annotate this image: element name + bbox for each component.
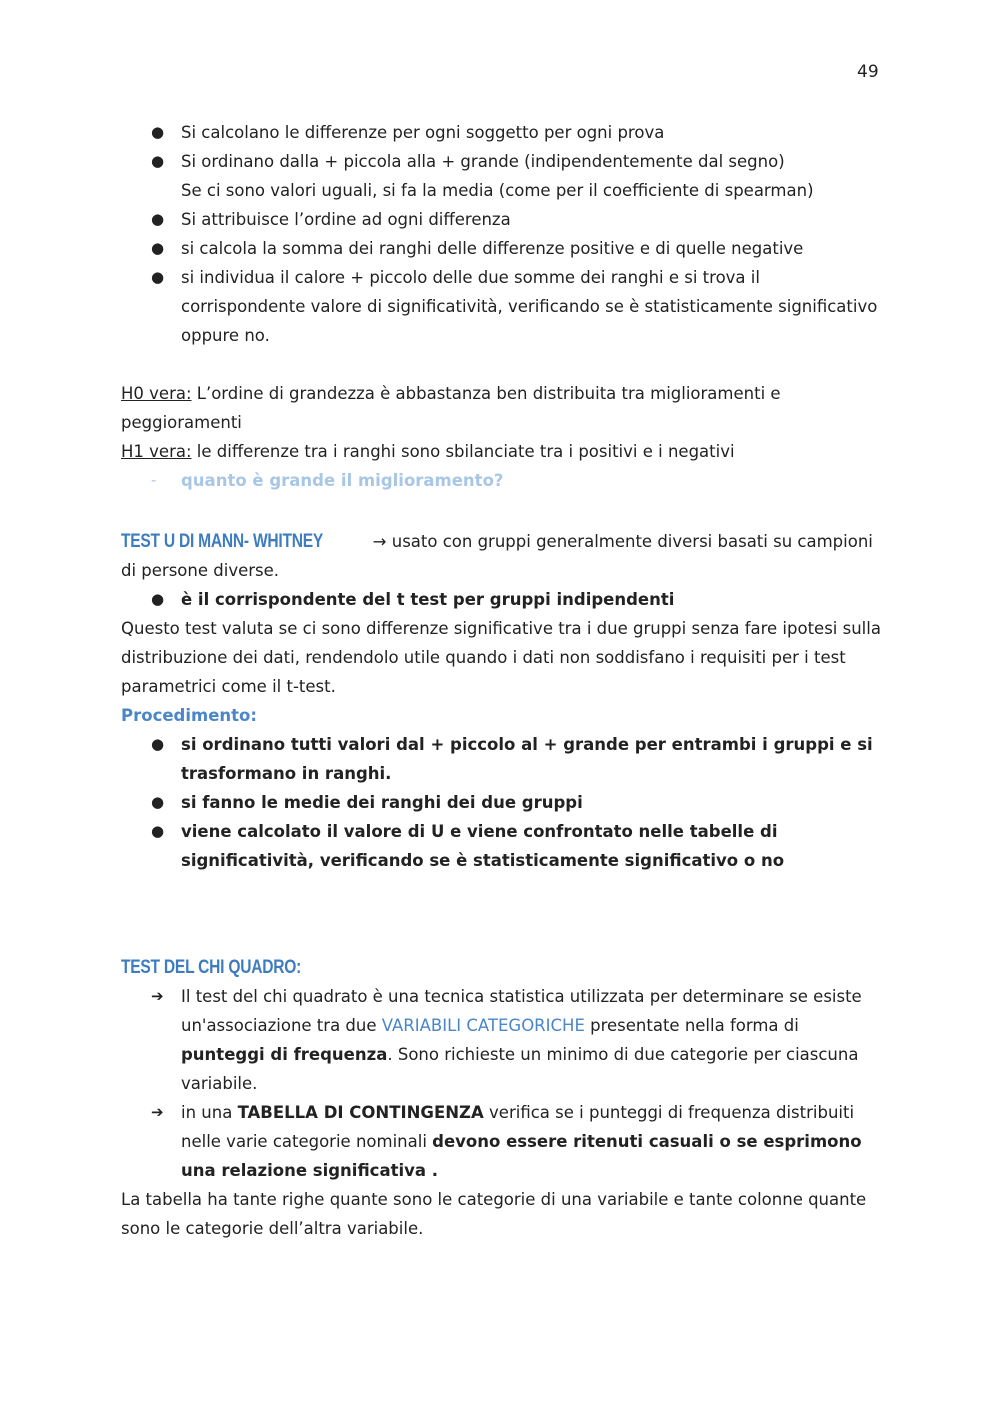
wilcoxon-steps-list (121, 118, 881, 350)
chi-square-heading-line (121, 953, 881, 982)
h1-label: H1 vera: (121, 442, 192, 461)
list-item: ● Si ordinano dalla + piccola alla + grande (indipendentemente dal segno) Se ci sono valori uguali, si fa la media (come per il coefficiente di spearman) (121, 147, 881, 205)
list-item (121, 466, 881, 495)
bullet-icon: ● (151, 152, 165, 170)
chi-square-closing: La tabella ha tante righe quante sono le categorie di una variabile e tante colonne quante sono le categorie dell’altra variabile. (121, 1190, 867, 1238)
list-item: ● si fanno le medie dei ranghi dei due gruppi (121, 788, 881, 817)
bullet-icon: ● (151, 793, 165, 811)
arrow-right-icon: ➔ (151, 987, 164, 1005)
procedure-label: Procedimento: (121, 706, 257, 725)
list-item: ● si ordinano tutti valori dal + piccolo al + grande per entrambi i gruppi e si trasformano in ranghi. (121, 730, 881, 788)
question-text: quanto è grande il miglioramento? (181, 471, 504, 490)
arrow-right-icon: ➔ (151, 1103, 164, 1121)
bullet-icon: ● (151, 590, 165, 608)
list-item: ● è il corrispondente del t test per gruppi indipendenti (121, 585, 881, 614)
question-list (121, 466, 881, 495)
list-item: ● si individua il calore + piccolo delle due somme dei ranghi e si trova il corrispondente valore di significatività, verificando se è statisticamente significativo oppure no. (121, 263, 881, 350)
bullet-icon: ● (151, 210, 165, 228)
chi-square-list (121, 982, 881, 1185)
dash-icon: - (151, 471, 157, 489)
page-content (121, 118, 881, 1243)
page-number: 49 (857, 62, 879, 82)
list-item: ● Si attribuisce l’ordine ad ogni differenza (121, 205, 881, 234)
h0-hypothesis (121, 379, 881, 437)
h1-hypothesis (121, 437, 881, 466)
list-item: ➔ Il test del chi quadrato è una tecnica statistica utilizzata per determinare se esiste un'associazione tra due VARIABILI CATEGORICHE presentate nella forma di punteggi di frequenza. Sono richieste un minimo di due categorie per ciascuna variabile. (121, 982, 881, 1098)
bullet-icon: ● (151, 735, 165, 753)
mann-whitney-description: Questo test valuta se ci sono differenze significative tra i due gruppi senza fare ipotesi sulla distribuzione dei dati, rendendolo utile quando i dati non soddisfano i requisiti per i test parametrici come il t-test. (121, 619, 881, 696)
h0-text: L’ordine di grandezza è abbastanza ben distribuita tra miglioramenti e peggioramenti (121, 384, 781, 432)
bullet-icon: ● (151, 822, 165, 840)
bullet-icon: ● (151, 239, 165, 257)
mann-whitney-intro: TEST U DI MANN- WHITNEY → usato con gruppi generalmente diversi basati su campioni di persone diverse. (121, 527, 881, 585)
mann-whitney-bullets (121, 585, 881, 614)
section-heading-chi-square: TEST DEL CHI QUADRO: (121, 957, 302, 978)
section-heading-mann-whitney: TEST U DI MANN- WHITNEY (121, 531, 324, 552)
list-item: ➔ in una TABELLA DI CONTINGENZA verifica se i punteggi di frequenza distribuiti nelle varie categorie nominali devono essere ritenuti casuali o se esprimono una relazione significativa . (121, 1098, 881, 1185)
h0-label: H0 vera: (121, 384, 192, 403)
bullet-icon: ● (151, 268, 165, 286)
list-item: ● Si calcolano le differenze per ogni soggetto per ogni prova (121, 118, 881, 147)
list-item: ● si calcola la somma dei ranghi delle differenze positive e di quelle negative (121, 234, 881, 263)
h1-text: le differenze tra i ranghi sono sbilanciate tra i positivi e i negativi (191, 442, 735, 461)
list-item-note: Se ci sono valori uguali, si fa la media (come per il coefficiente di spearman) (181, 181, 814, 200)
mann-whitney-steps (121, 730, 881, 875)
list-item: ● viene calcolato il valore di U e viene confrontato nelle tabelle di significatività, verificando se è statisticamente significativo o no (121, 817, 881, 875)
bullet-icon: ● (151, 123, 165, 141)
